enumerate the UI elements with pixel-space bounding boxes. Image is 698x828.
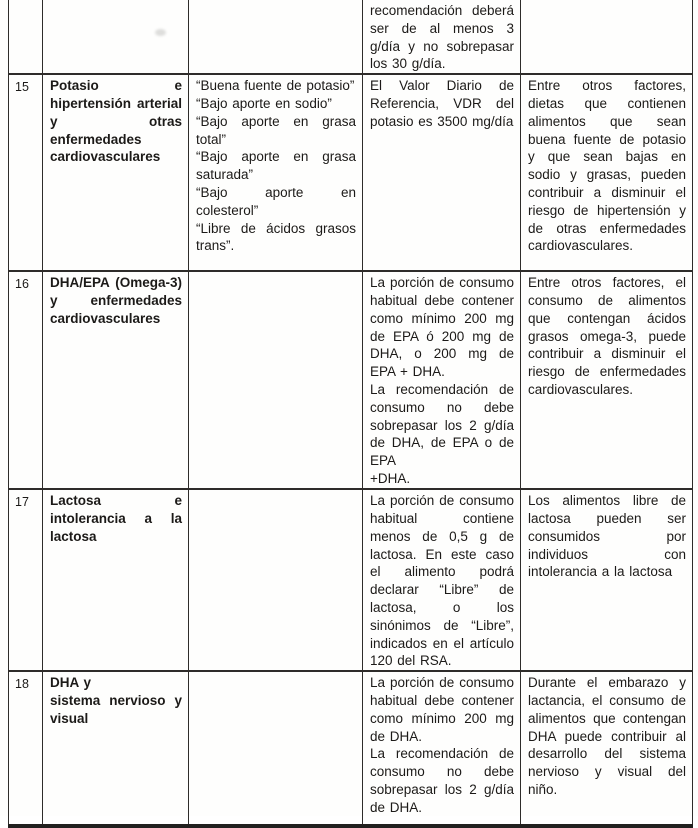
explanation-cell — [521, 671, 693, 826]
table-row-17 — [9, 489, 693, 671]
explanation-cell — [521, 74, 693, 271]
table-row-18 — [9, 671, 693, 826]
table-row-15 — [9, 74, 693, 271]
topic-line: Potasio e hipertensión arterial y otras enfermedades cardiovasculares — [50, 78, 182, 165]
explanation-cell — [521, 271, 693, 489]
row-number-cell: 17 — [9, 489, 43, 671]
claims-cell — [189, 489, 363, 671]
claim-text: “Bajo aporte en grasa saturada” — [196, 149, 356, 183]
conditions-cell — [363, 271, 521, 489]
claims-cell — [189, 0, 363, 74]
row-number-cell: 16 — [9, 271, 43, 489]
conditions-cell — [363, 0, 521, 74]
claims-cell — [189, 271, 363, 489]
conditions-cell — [363, 671, 521, 826]
claims-cell — [189, 671, 363, 826]
health-claims-table — [8, 0, 693, 828]
table-row-continuation — [9, 0, 693, 74]
claims-cell — [189, 74, 363, 271]
topic-cell — [43, 489, 189, 671]
explanation-paragraph: Durante el embarazo y lactancia, el consumo de alimentos que contengan DHA puede contribuir al desarrollo del sistema nervioso y visual del niño. — [528, 675, 686, 797]
conditions-cell — [363, 489, 521, 671]
explanation-paragraph: Los alimentos libre de lactosa pueden ser consumidos por individuos con intolerancia a la lactosa — [528, 493, 686, 580]
claim-text: “Bajo aporte en grasa total” — [196, 113, 356, 147]
row-number-cell: 15 — [9, 74, 43, 271]
claim-text: “Bajo aporte en sodio” — [196, 95, 332, 111]
condition-paragraph: El Valor Diario de Referencia, VDR del potasio es 3500 mg/día — [370, 78, 514, 129]
explanation-paragraph: Entre otros factores, el consumo de alimentos que contengan ácidos grasos omega-3, puede contribuir a disminuir el riesgo de enfermedades cardiovasculares. — [528, 275, 686, 397]
conditions-cell — [363, 74, 521, 271]
claim-text: “Buena fuente de potasio” — [196, 78, 355, 94]
claim-text: “Bajo aporte en colesterol” — [196, 184, 356, 218]
condition-paragraph: La recomendación de consumo no debe sobrepasar los 2 g/día de DHA, de EPA o de EPA — [370, 381, 514, 469]
topic-line: DHA y — [50, 675, 92, 691]
topic-line: DHA/EPA (Omega-3) y enfermedades cardiovasculares — [50, 275, 182, 326]
condition-paragraph: La porción de consumo habitual debe contener como mínimo 200 mg de DHA. — [370, 675, 514, 744]
explanation-paragraph: Entre otros factores, dietas que contienen alimentos que sean buena fuente de potasio y que sean bajas en sodio y grasas, pueden contribuir a disminuir el riesgo de hipertensión y de otras enfermedades cardiovasculares. — [528, 78, 686, 254]
topic-cell — [43, 74, 189, 271]
topic-line: Lactosa e intolerancia a la lactosa — [50, 493, 182, 544]
topic-line: sistema nervioso y visual — [50, 692, 182, 726]
row-number-cell — [9, 0, 43, 74]
topic-cell — [43, 271, 189, 489]
row-number-cell: 18 — [9, 671, 43, 826]
condition-paragraph: La porción de consumo habitual debe contener como mínimo 200 mg de EPA ó 200 mg de DHA, o 200 mg de EPA + DHA. — [370, 275, 514, 380]
claim-text: “Libre de ácidos grasos trans”. — [196, 220, 356, 254]
explanation-cell — [521, 489, 693, 671]
condition-paragraph: La porción de consumo habitual contiene menos de 0,5 g de lactosa. En este caso el alimento podrá declarar “Libre” de lactosa, o los sinónimos de “Libre”, indicados en el artículo 120 del RSA. — [370, 493, 514, 669]
topic-cell — [43, 0, 189, 74]
condition-paragraph: +DHA. — [370, 470, 411, 486]
explanation-cell — [521, 0, 693, 74]
condition-paragraph: La recomendación de consumo no debe sobrepasar los 2 g/día de DHA. — [370, 746, 514, 815]
topic-cell — [43, 671, 189, 826]
table-row-16 — [9, 271, 693, 489]
condition-paragraph: recomendación deberá ser de al menos 3 g/día y no sobrepasar los 30 g/día. — [370, 3, 514, 72]
